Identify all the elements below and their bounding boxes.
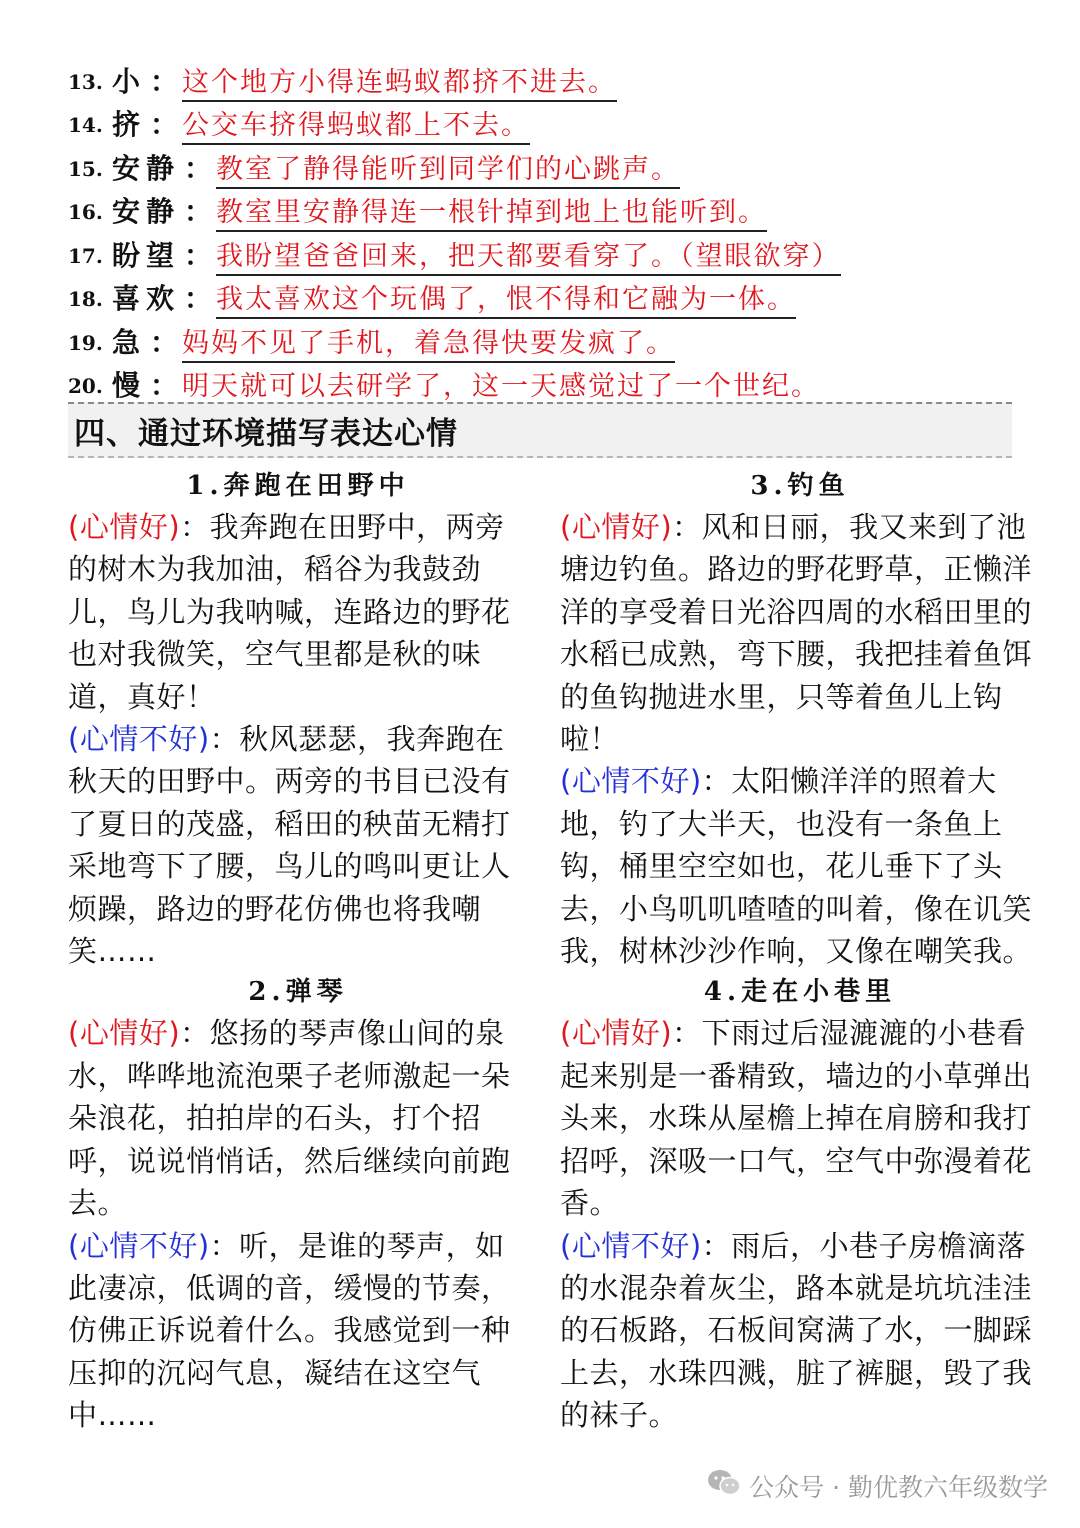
item-number: 18.: [68, 287, 103, 311]
list-item: [68, 145, 1018, 189]
word-sentence-list: [68, 58, 1018, 406]
good-mood-tag: (心情好): [68, 1016, 181, 1051]
bad-mood-tag: (心情不好): [68, 722, 210, 757]
good-mood-text: ：我奔跑在田野中，两旁的树木为我加油，稻谷为我鼓劲儿，鸟儿为我呐喊，连路边的野花也对我微笑，空气里都是秋的味道，真好！: [68, 510, 511, 714]
bad-mood-tag: (心情不好): [560, 1228, 702, 1263]
item-sentence: 教室里安静得连一根针掉到地上也能听到。: [216, 190, 767, 232]
bad-mood-paragraph: [68, 1225, 528, 1437]
scene-block: [560, 466, 1040, 972]
item-colon: ：: [150, 64, 179, 98]
scene-title: 4.走在小巷里: [703, 977, 897, 1008]
bad-mood-text: ：太阳懒洋洋的照着大地，钓了大半天，也没有一条鱼上钩，桶里空空如也，花儿垂下了头去，小鸟叽叽喳喳的叫着，像在讥笑我，树林沙沙作响，又像在嘲笑我。: [560, 764, 1033, 969]
item-sentence: 我太喜欢这个玩偶了，恨不得和它融为一体。: [216, 277, 796, 319]
list-item: [68, 189, 1018, 233]
item-colon: ：: [150, 369, 179, 402]
list-item: [68, 363, 1018, 407]
scene-block: [68, 466, 528, 972]
bad-mood-text: ：秋风瑟瑟，我奔跑在秋天的田野中。两旁的书目已没有了夏日的茂盛，稻田的秧苗无精打采地弯下了腰，鸟儿的鸣叫更让人烦躁，路边的野花仿佛也将我嘲笑……: [68, 722, 511, 969]
item-word: 安静: [112, 151, 181, 185]
good-mood-paragraph: [68, 506, 528, 718]
list-item: [68, 276, 1018, 320]
bad-mood-text: ：雨后，小巷子房檐滴落的水混杂着灰尘，路本就是坑坑洼洼的石板路，石板间窝满了水，一脚踩上去，水珠四溅，脏了裤腿，毁了我的袜子。: [560, 1228, 1033, 1433]
scene-block: [68, 972, 528, 1436]
item-sentence: 我盼望爸爸回来，把天都要看穿了。（望眼欲穿）: [216, 234, 841, 276]
watermark-text: 公众号 · 勤优教六年级数学: [749, 1473, 1048, 1502]
bad-mood-paragraph: [560, 760, 1040, 972]
good-mood-tag: (心情好): [560, 510, 673, 544]
item-number: 20.: [68, 374, 103, 398]
section-title: 四、通过环境描写表达心情: [74, 415, 458, 452]
item-colon: ：: [184, 151, 213, 185]
good-mood-paragraph: [560, 506, 1040, 760]
bad-mood-paragraph: [68, 718, 528, 972]
item-word: 小: [112, 64, 147, 98]
list-item: [68, 102, 1018, 146]
item-word: 安静: [112, 195, 181, 228]
item-colon: ：: [150, 325, 179, 359]
item-word: 慢: [112, 369, 147, 402]
good-mood-text: ：下雨过后湿漉漉的小巷看起来别是一番精致，墙边的小草弹出头来，水珠从屋檐上掉在肩膀和我打招呼，深吸一口气，空气中弥漫着花香。: [560, 1016, 1033, 1221]
item-colon: ：: [184, 282, 213, 315]
item-word: 急: [112, 325, 147, 359]
item-number: 14.: [68, 113, 103, 137]
item-colon: ：: [184, 195, 213, 228]
left-column: [68, 466, 528, 1437]
good-mood-tag: (心情好): [68, 510, 181, 544]
item-number: 17.: [68, 243, 103, 268]
item-sentence: 明天就可以去研学了，这一天感觉过了一个世纪。: [182, 364, 820, 406]
wechat-icon: [707, 1469, 741, 1503]
good-mood-paragraph: [560, 1012, 1040, 1224]
list-item: [68, 319, 1018, 363]
item-sentence: 教室了静得能听到同学们的心跳声。: [216, 147, 680, 189]
item-number: 15.: [68, 156, 103, 181]
item-number: 13.: [68, 69, 103, 94]
good-mood-tag: (心情好): [560, 1016, 673, 1051]
scene-block: [560, 972, 1040, 1436]
item-number: 16.: [68, 200, 103, 224]
good-mood-text: ：风和日丽，我又来到了池塘边钓鱼。路边的野花野草，正懒洋洋的享受着日光浴四周的水稻田里的水稻已成熟，弯下腰，我把挂着鱼饵的鱼钩抛进水里，只等着鱼儿上钩啦！: [560, 510, 1033, 757]
bad-mood-text: ：听，是谁的琴声，如此凄凉，低调的音，缓慢的节奏，仿佛正诉说着什么。我感觉到一种压抑的沉闷气息，凝结在这空气中……: [68, 1228, 511, 1433]
item-word: 盼望: [112, 238, 181, 272]
item-number: 19.: [68, 330, 103, 355]
item-sentence: 这个地方小得连蚂蚁都挤不进去。: [182, 60, 617, 102]
scene-title: 1.奔跑在田野中: [186, 471, 410, 501]
bad-mood-paragraph: [560, 1225, 1040, 1437]
item-sentence: 公交车挤得蚂蚁都上不去。: [182, 103, 530, 145]
item-colon: ：: [150, 108, 179, 141]
item-colon: ：: [184, 238, 213, 272]
scene-title: 2.弹琴: [248, 977, 348, 1008]
list-item: [68, 58, 1018, 102]
bad-mood-tag: (心情不好): [560, 764, 702, 799]
list-item: [68, 232, 1018, 276]
item-sentence: 妈妈不见了手机，着急得快要发疯了。: [182, 321, 675, 363]
good-mood-text: ：悠扬的琴声像山间的泉水，哗哗地流泡栗子老师激起一朵朵浪花，拍拍岸的石头，打个招呼，说说悄悄话，然后继续向前跑去。: [68, 1016, 511, 1221]
watermark: [707, 1468, 1048, 1504]
right-column: [560, 466, 1040, 1437]
scene-title: 3.钓鱼: [750, 471, 850, 501]
good-mood-paragraph: [68, 1012, 528, 1224]
item-word: 喜欢: [112, 282, 181, 315]
bad-mood-tag: (心情不好): [68, 1228, 210, 1263]
section-header: [68, 402, 1012, 458]
item-word: 挤: [112, 108, 147, 141]
